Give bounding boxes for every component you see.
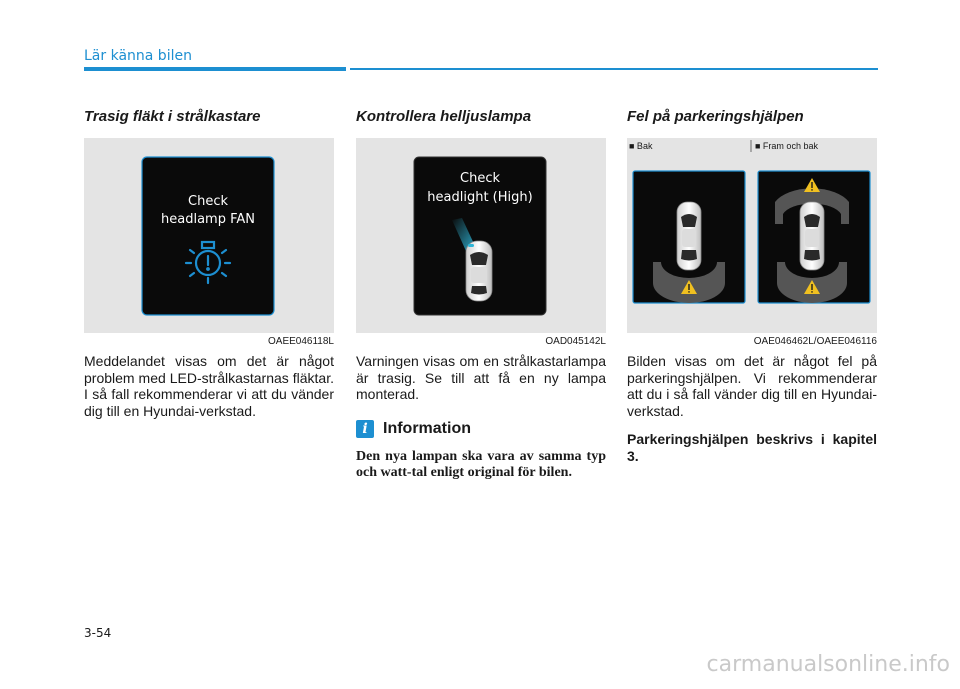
watermark: carmanualsonline.info xyxy=(706,652,950,677)
front-rear-sensor-display xyxy=(758,171,870,303)
column-high-beam xyxy=(356,108,606,481)
figure-code: OAD045142L xyxy=(545,336,606,347)
parking-assist-displays xyxy=(627,138,877,333)
display-text-line2: headlamp FAN xyxy=(161,212,255,227)
page-number: 3-54 xyxy=(84,626,112,640)
information-header xyxy=(356,417,606,441)
high-beam-display xyxy=(356,138,606,333)
display-text-line2: headlight (High) xyxy=(427,190,533,205)
car-top-view-icon xyxy=(800,202,824,270)
headlamp-fan-display xyxy=(84,138,334,333)
section-title: Lär känna bilen xyxy=(84,48,192,64)
column-parking-assist xyxy=(627,108,877,464)
car-top-view-icon xyxy=(466,241,492,301)
heading-headlamp-fan: Trasig fläkt i strålkastare xyxy=(84,108,261,125)
figure-code: OAEE046118L xyxy=(268,336,334,347)
column-headlamp-fan xyxy=(84,108,334,419)
body-text: Meddelandet visas om det är något problem med LED-strålkastarnas fläktar. I så fall rekommenderar vi att du vänder dig till en Hyundai-verkstad. xyxy=(84,353,334,419)
heading-parking-assist: Fel på parkeringshjälpen xyxy=(627,108,804,125)
rear-sensor-display xyxy=(633,171,745,303)
label-rear: ■ Bak xyxy=(629,141,653,151)
figure-headlamp-fan xyxy=(84,138,334,333)
heading-high-beam: Kontrollera helljuslampa xyxy=(356,108,532,125)
label-front-and-rear: ■ Fram och bak xyxy=(755,141,818,151)
information-text: Den nya lampan ska vara av samma typ och watt-tal enligt original för bilen. xyxy=(356,448,606,480)
figure-parking-assist xyxy=(627,138,877,333)
information-label: Information xyxy=(383,419,471,437)
car-top-view-icon xyxy=(677,202,701,270)
body-text-bold: Parkeringshjälpen beskrivs i kapitel 3. xyxy=(627,431,877,464)
header-rule-thin xyxy=(350,68,878,70)
body-text: Varningen visas om en strålkastarlampa är trasig. Se till att få en ny lampa monterad. xyxy=(356,353,606,402)
header-rule-thick xyxy=(84,67,346,71)
display-text-line1: Check xyxy=(460,171,500,186)
figure-high-beam xyxy=(356,138,606,333)
display-text-line1: Check xyxy=(188,194,228,209)
figure-code: OAE046462L/OAEE046116 xyxy=(753,336,877,347)
info-icon: i xyxy=(356,420,374,438)
body-text: Bilden visas om det är något fel på parkeringshjälpen. Vi rekommenderar att du i så fall vänder dig till en Hyundai-verkstad. xyxy=(627,353,877,419)
